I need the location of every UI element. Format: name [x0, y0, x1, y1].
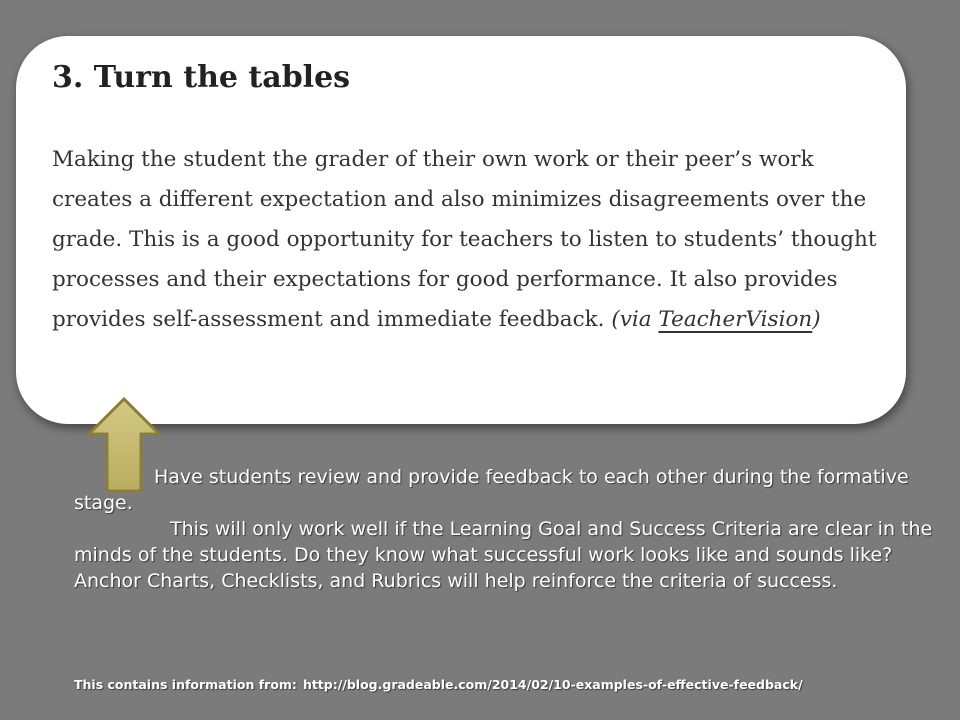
via-open: (via	[611, 307, 659, 332]
note-paragraph-1-text: Have students review and provide feedback to each other during the formative stage.	[74, 466, 909, 514]
notes-text	[74, 464, 934, 594]
via-close: )	[812, 307, 821, 332]
card-body	[52, 140, 897, 340]
source-url[interactable]: http://blog.gradeable.com/2014/02/10-examples-of-effective-feedback/	[302, 677, 803, 692]
source-label: This contains information from:	[74, 677, 297, 692]
teachervision-link[interactable]: TeacherVision	[658, 307, 813, 332]
note-paragraph-1	[74, 464, 934, 516]
note-paragraph-2-text: This will only work well if the Learning Goal and Success Criteria are clear in the minds of the students. Do they know what successful work looks like and sounds like? Anchor Charts, Checklists, and Rubrics will help reinforce the criteria of success.	[74, 518, 933, 592]
note-paragraph-2	[74, 516, 934, 594]
card-title: 3. Turn the tables	[52, 60, 351, 95]
source-citation	[74, 677, 803, 692]
card-body-text: Making the student the grader of their own work or their peer’s work creates a different expectation and also minimizes disagreements over the grade. This is a good opportunity for teachers to listen to students’ thought processes and their expectations for good performance. It also provides provides self-assessment and immediate feedback.	[52, 147, 877, 332]
